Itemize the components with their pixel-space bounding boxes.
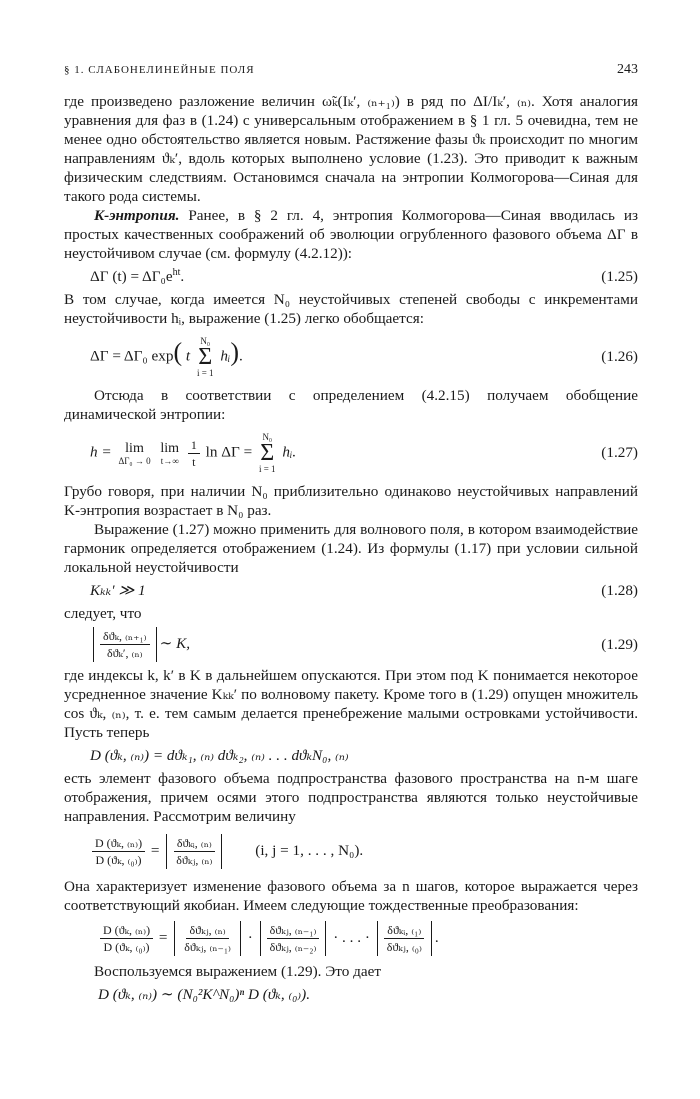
running-header <box>64 62 638 78</box>
paragraph-11: Воспользуемся выражением (1.29). Это дает <box>94 963 381 981</box>
eq125-number: (1.25) <box>601 267 638 285</box>
eqChain-det-b: $\frac{\text{δϑₖⱼ, ₍ₙ₋₁₎}}{\text{δϑₖⱼ, ₍ₙ₋₂₎}}$ <box>260 921 327 956</box>
eqD-text: D (ϑₖ, ₍ₙ₎) = dϑₖ₁, ₍ₙ₎ dϑₖ₂, ₍ₙ₎ . . . dϑₖN₀, ₍ₙ₎ <box>90 747 349 765</box>
eq127-sum: N₀ Σ i = 1 <box>258 432 276 475</box>
paragraph-1: где произведено разложение величин ω̃ₖ(Iₖ′, ₍ₙ₊₁₎) в ряд по ΔI/Iₖ′, ₍ₙ₎. Хотя аналогия уравнения для фаз в (1.24) с универсальным отображением в § 1 гл. 5 очевидна, тем не менее одно обстоятельство является новым. Растяжение фазы ϑₖ происходит по многим направлениям ϑₖ′, вдоль которых выполнено условие (1.23). Это приводит к важным физическим следствиям. Остановимся сначала на энтропии Колмогорова—Синая для такого рода системы. <box>64 93 638 205</box>
eq126-h: hᵢ <box>220 347 231 365</box>
eq126-number: (1.26) <box>601 348 638 366</box>
eq126-sum: N₀ Σ i = 1 <box>196 336 214 379</box>
paragraph-3: В том случае, когда имеется N₀ неустойчивых степеней свободы с инкрементами неустойчивости hᵢ, выражение (1.25) легко обобщается: <box>64 291 638 328</box>
eq128-lhs: Kₖₖ′ ≫ 1 <box>90 582 146 600</box>
eqFinal-text: D (ϑₖ, ₍ₙ₎) ∼ (N₀²K^N₀)ⁿ D (ϑₖ, ₍₀₎). <box>98 986 311 1004</box>
eq127-lim1: lim ΔΓ₀ → 0 <box>118 440 151 466</box>
equation-final <box>64 985 638 1004</box>
paragraph-9: есть элемент фазового объема подпространства фазового пространства на n-м шаге отображения, причем осями этого подпространства являются только неустойчивые направления. Рассмотрим величину <box>64 770 638 826</box>
page <box>64 62 638 1008</box>
equation-ratio: $\frac{\text{D (ϑₖ, ₍ₙ₎)}}{\text{D (ϑₖ, ₍₀₎)}}$ = $\frac{\text{δϑₖᵢ, ₍ₙ₎}}{\text{δϑₖⱼ, ₍ₙ₎}}$ (i, j = 1, . . . , N₀). <box>64 834 638 869</box>
eq126-lhs: ΔΓ = ΔΓ₀ exp <box>90 347 174 365</box>
eq129-abs <box>93 627 157 662</box>
page-number: 243 <box>617 62 638 77</box>
eq127-lim2: lim t→∞ <box>160 440 180 466</box>
eq126-t: t <box>185 347 191 365</box>
eq125-body: ΔΓ (t) = ΔΓ₀e <box>90 268 173 286</box>
eq125-sup: ht <box>172 267 181 278</box>
paragraph-7: следует, что <box>64 605 142 623</box>
paragraph-5: Грубо говоря, при наличии N₀ приблизительно одинаково неустойчивых направлений K-энтропия возрастает в N₀ раз. <box>64 483 638 520</box>
eqChain-det-a: $\frac{\text{δϑₖⱼ, ₍ₙ₎}}{\text{δϑₖⱼ, ₍ₙ₋₁₎}}$ <box>174 921 241 956</box>
eqRatio-lhs: $\frac{\text{D (ϑₖ, ₍ₙ₎)}}{\text{D (ϑₖ, ₍₀₎)}}$ <box>92 836 145 867</box>
eqChain-det-c: $\frac{\text{δϑₖᵢ, ₍₁₎}}{\text{δϑₖⱼ, ₍₀₎}}$ <box>377 921 432 956</box>
equation-1-27 <box>64 432 638 474</box>
eq128-number: (1.28) <box>601 581 638 599</box>
equation-1-29 <box>64 627 638 662</box>
eqRatio-tail: (i, j = 1, . . . , N₀). <box>255 842 364 860</box>
eqRatio-det: $\frac{\text{δϑₖᵢ, ₍ₙ₎}}{\text{δϑₖⱼ, ₍ₙ₎}}$ <box>166 834 222 869</box>
k-entropy-heading: K-энтропия. <box>94 207 180 224</box>
eq127-ln: ln ΔΓ = <box>205 443 253 461</box>
equation-chain: $\frac{\text{D (ϑₖ, ₍ₙ₎)}}{\text{D (ϑₖ, ₍₀₎)}}$ = $\frac{\text{δϑₖⱼ, ₍ₙ₎}}{\text{δϑₖⱼ, ₍ₙ₋₁₎}}$ · $\frac{\text{δϑₖⱼ, ₍ₙ₋₁₎}}{\text{δϑₖⱼ, ₍ₙ₋₂₎}}$ · . . . · $\frac{\text{δϑₖᵢ, ₍₁₎}}{\text{δϑₖⱼ, ₍₀₎}}$ . <box>64 921 638 956</box>
eq127-number: (1.27) <box>601 444 638 462</box>
paragraph-8: где индексы k, k′ в K в дальнейшем опускаются. При этом под K понимается некоторое усредненное значение Kₖₖ′ по волновому пакету. Кроме того в (1.29) опущен множитель cos ϑₖ, ₍ₙ₎, т. е. тем самым делается пренебрежение малыми островками устойчивости. Пусть теперь <box>64 667 638 742</box>
equation-1-28 <box>64 581 638 600</box>
eq127-frac: $\frac{1}{t}$ <box>188 438 200 469</box>
paragraph-k-entropy <box>64 206 638 263</box>
paragraph-4: Отсюда в соответствии с определением (4.2.15) получаем обобщение динамической энтропии: <box>64 387 638 424</box>
eqChain-lhs: $\frac{\text{D (ϑₖ, ₍ₙ₎)}}{\text{D (ϑₖ, ₍₀₎)}}$ <box>100 923 153 954</box>
eq125-tail: . <box>180 268 185 286</box>
eq129-num: δϑₖ, ₍ₙ₊₁₎ <box>100 629 150 645</box>
equation-volume-element <box>64 746 638 765</box>
eq129-tail: ∼ K, <box>159 635 191 653</box>
paragraph-6: Выражение (1.27) можно применить для волнового поля, в котором взаимодействие гармоник определяется отображением (1.24). Из формулы (1.17) при условии сильной локальной неустойчивости <box>64 521 638 577</box>
eq127-h: h = <box>90 443 112 461</box>
paragraph-10: Она характеризует изменение фазового объема за n шагов, которое выражается через соответствующий якобиан. Имеем следующие тождественные преобразования: <box>64 878 638 915</box>
eq127-tail: hᵢ. <box>282 443 297 461</box>
k-entropy-text: Ранее, в § 2 гл. 4, энтропия Колмогорова—Синая вводилась из простых качественных соображений об эволюции огрубленного фазового объема ΔΓ в неустойчивом случае (см. формулу (4.2.12)): <box>64 207 638 262</box>
eq129-den: δϑₖ′, ₍ₙ₎ <box>106 646 143 661</box>
eq129-number: (1.29) <box>601 635 638 653</box>
equation-1-25 <box>64 267 638 286</box>
section-title: § 1. СЛАБОНЕЛИНЕЙНЫЕ ПОЛЯ <box>64 64 255 76</box>
equation-1-26: ΔΓ = ΔΓ₀ exp( t N₀ Σ i = 1 hᵢ). (1.26) <box>90 336 638 379</box>
